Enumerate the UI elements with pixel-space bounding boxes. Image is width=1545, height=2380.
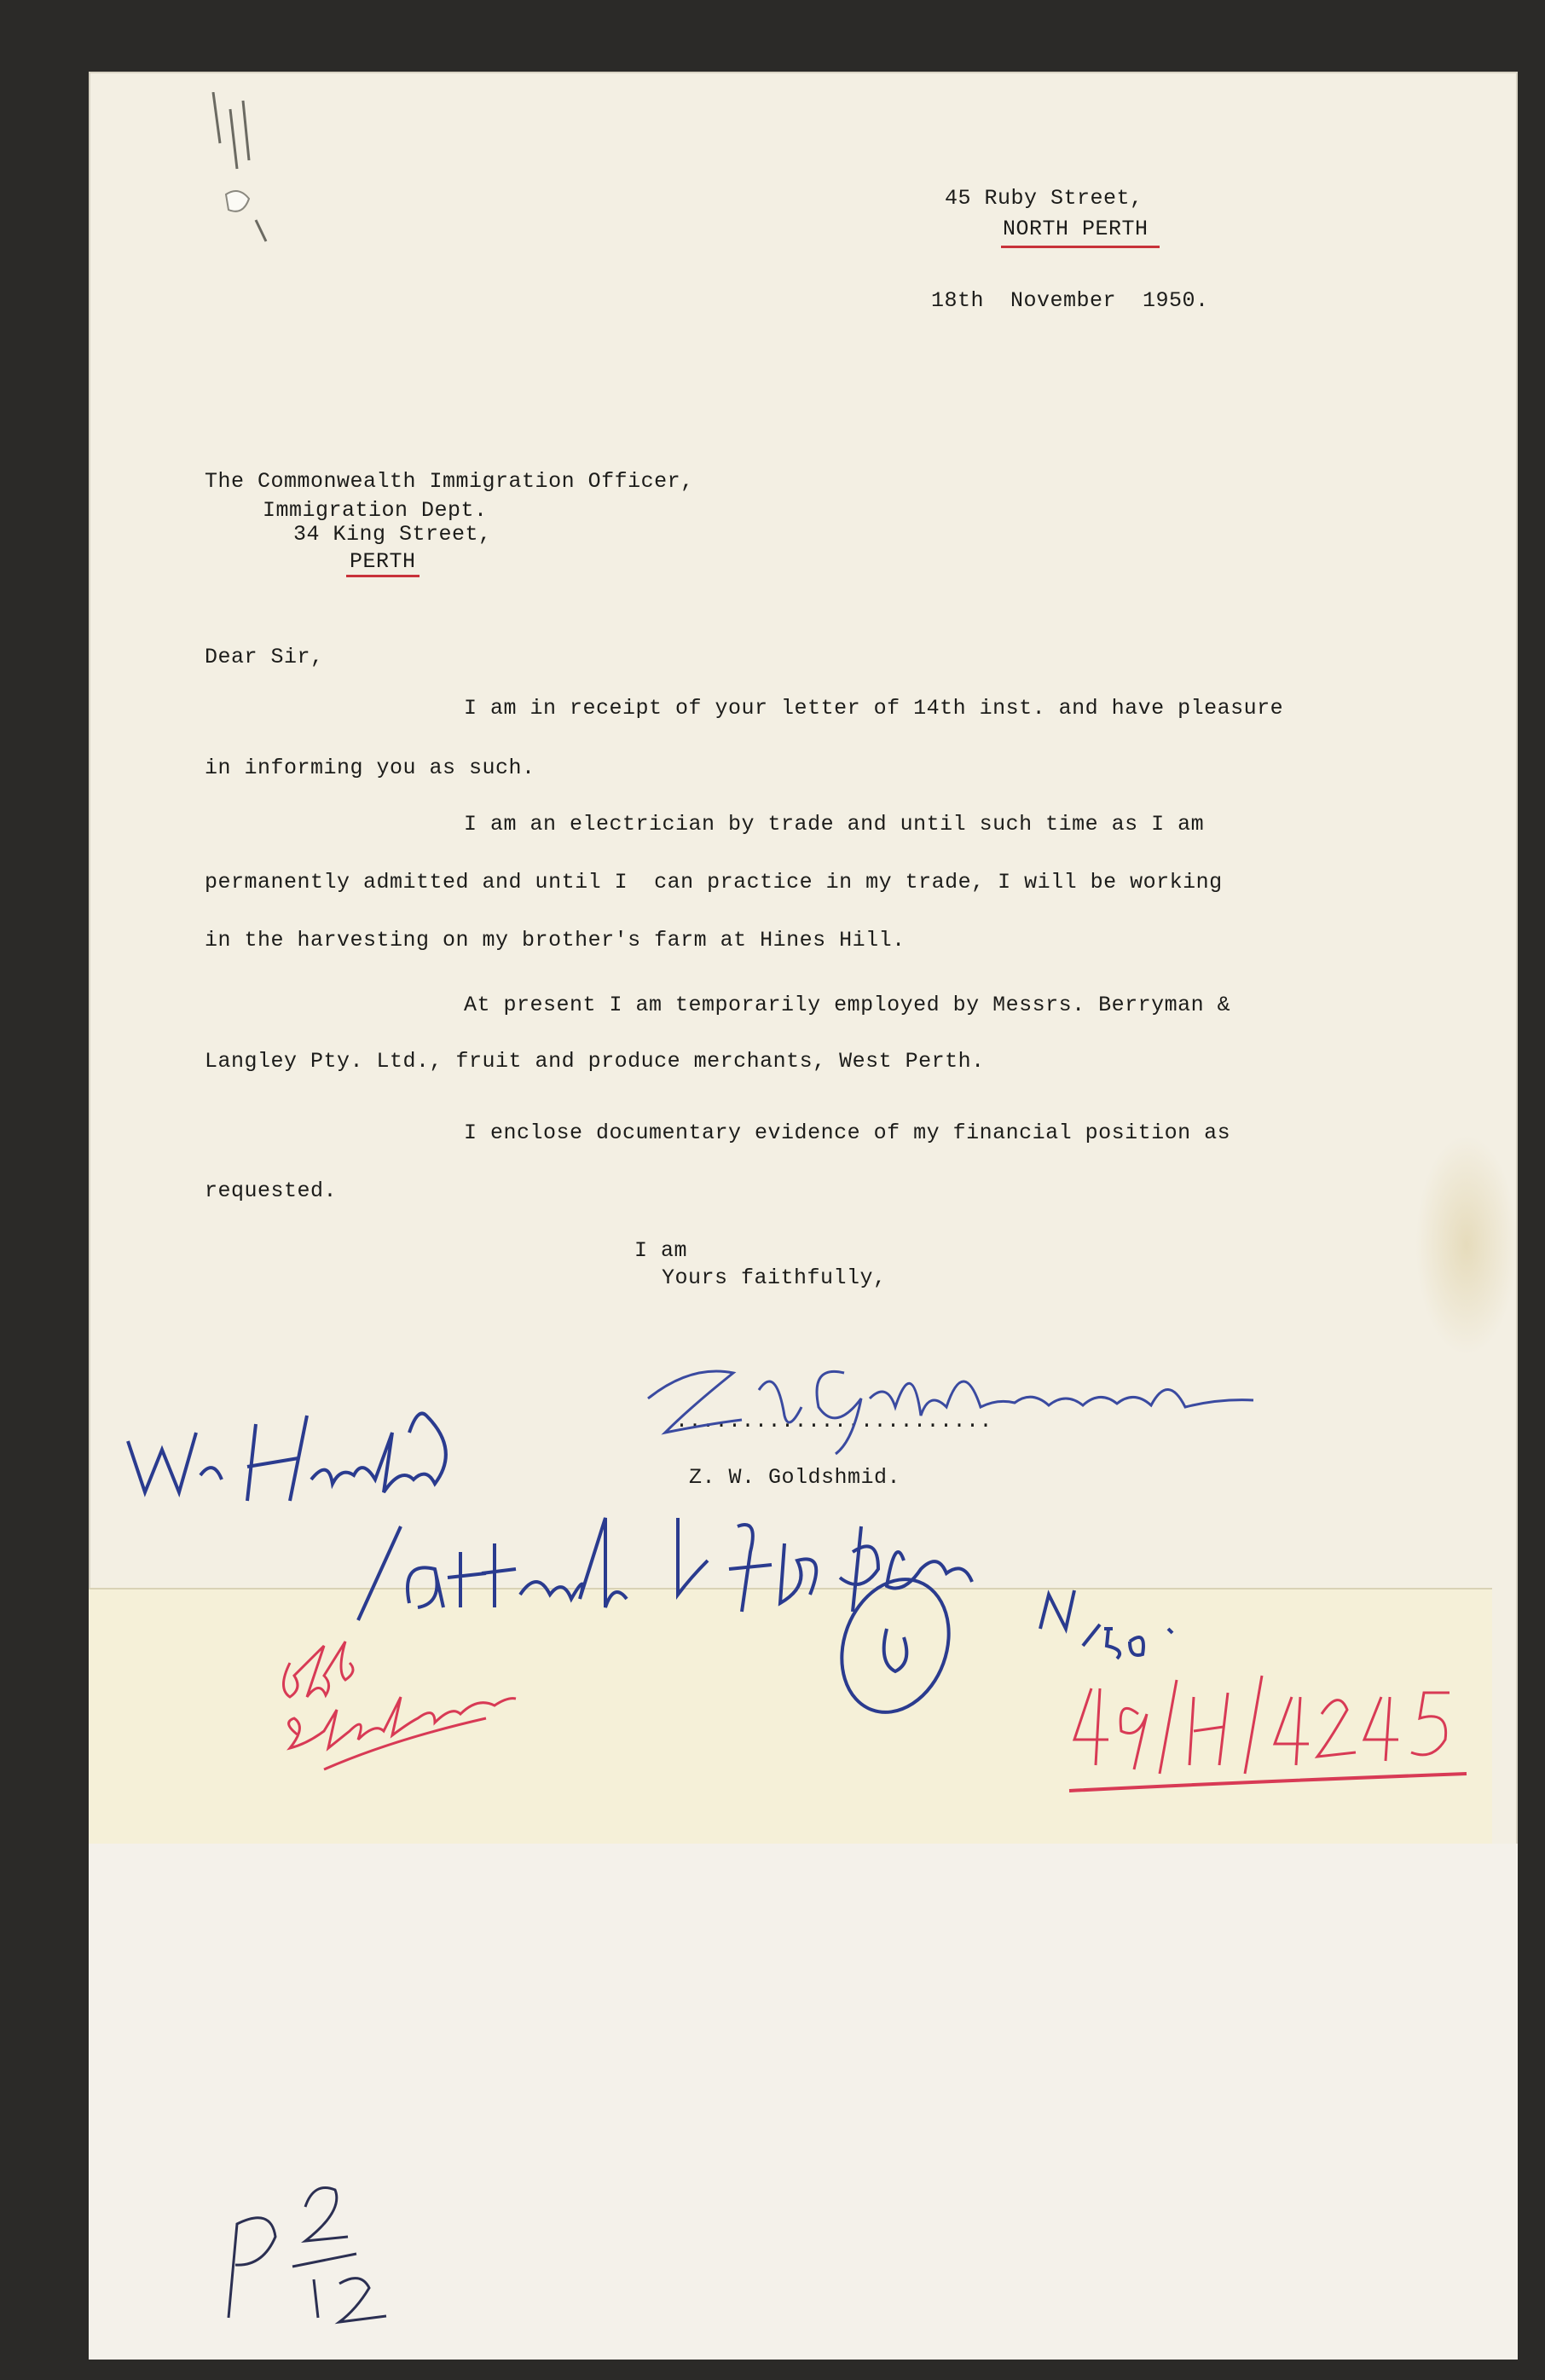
salutation: Dear Sir, [205,645,324,669]
body-line: Langley Pty. Ltd., fruit and produce merchants, West Perth. [205,1049,985,1074]
page-mark-handwritten [211,2173,408,2326]
handwritten-note-mr-hastie [119,1398,477,1518]
recipient-line-3: 34 King Street, [293,522,492,547]
typed-name: Z. W. Goldshmid. [689,1465,901,1490]
body-line: in the harvesting on my brother's farm at Hines Hill. [205,928,906,953]
red-underline [1001,246,1160,248]
red-underline [346,575,420,577]
body-line: I enclose documentary evidence of my financial position as [464,1121,1231,1145]
body-line: I am in receipt of your letter of 14th inst. and have pleasure [464,696,1284,721]
body-line: At present I am temporarily employed by Messrs. Berryman & [464,993,1231,1017]
recipient-line-2: Immigration Dept. [263,498,488,523]
body-line: requested. [205,1178,338,1203]
signature-dots: ........................ [675,1409,993,1433]
recipient-line-1: The Commonwealth Immigration Officer, [205,469,694,494]
closing-line-2: Yours faithfully, [662,1265,887,1290]
body-line: permanently admitted and until I can practice in my trade, I will be working [205,870,1223,895]
handwritten-note-date-ship [273,1637,520,1774]
body-line: in informing you as such. [205,756,535,780]
closing-line-1: I am [634,1238,688,1263]
sender-address-street: 45 Ruby Street, [945,186,1143,211]
handwritten-signature [639,1339,1270,1458]
staple-hole-mark [196,92,281,246]
body-line: I am an electrician by trade and until such time as I am [464,812,1205,837]
letter-date: 18th November 1950. [931,288,1209,313]
handwritten-note-n50 [1032,1578,1185,1663]
paper-stain [1415,1134,1518,1356]
file-number-handwritten [1066,1671,1475,1799]
recipient-line-4: PERTH [350,549,416,574]
sender-address-suburb: NORTH PERTH [1003,217,1149,241]
